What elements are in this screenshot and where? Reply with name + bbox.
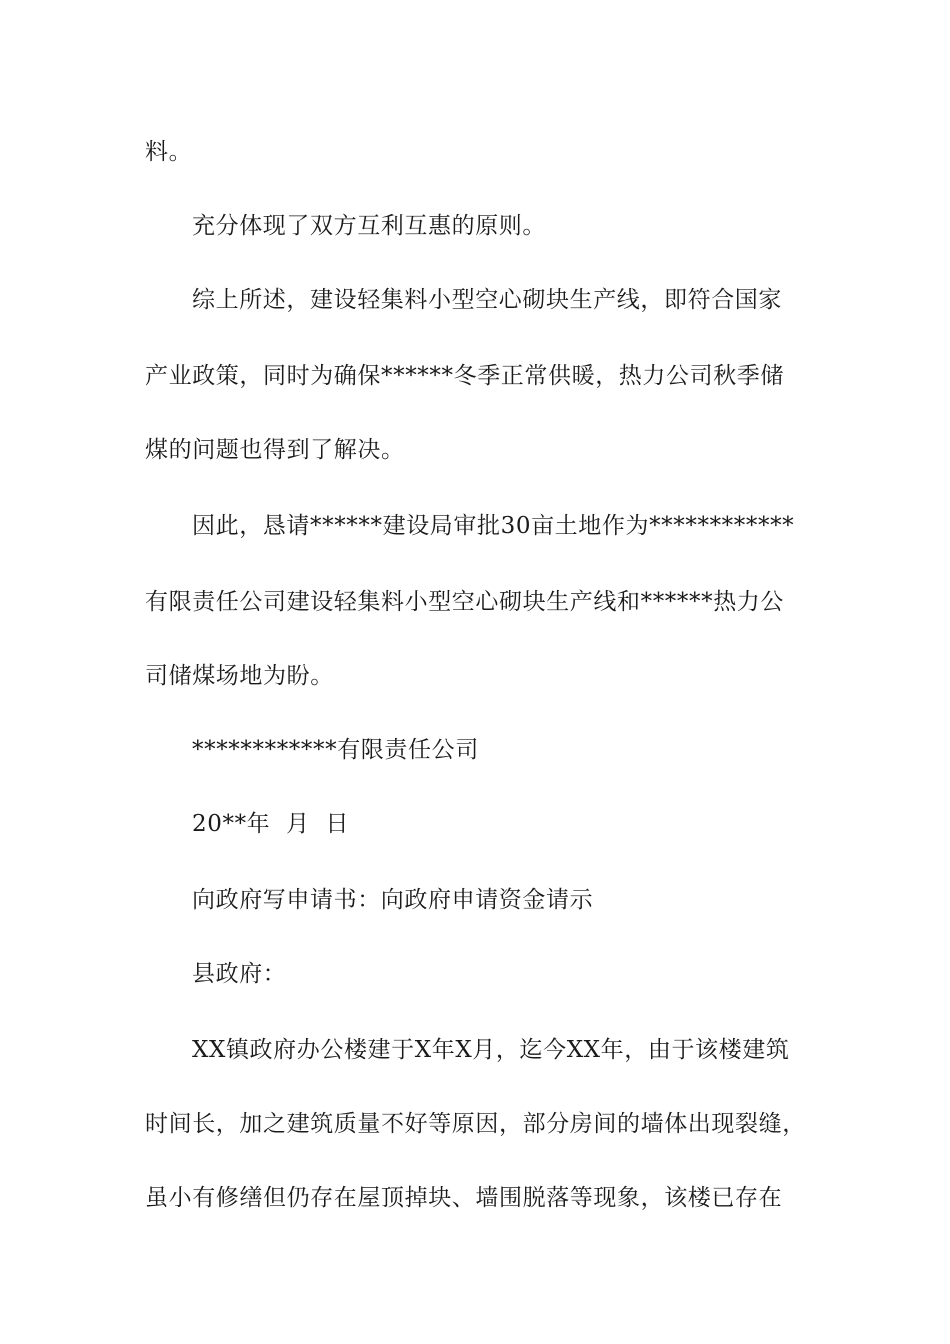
text-line: XX镇政府办公楼建于X年X月，迄今XX年，由于该楼建筑 xyxy=(192,1037,790,1063)
text-line: 因此，恳请******建设局审批30亩土地作为************ xyxy=(192,513,795,539)
signature-company: ************有限责任公司 xyxy=(192,737,479,763)
addressee: 县政府： xyxy=(192,961,287,987)
text-line: 充分体现了双方互利互惠的原则。 xyxy=(192,213,546,239)
text-line: 时间长，加之建筑质量不好等原因，部分房间的墙体出现裂缝， xyxy=(145,1111,806,1137)
signature-date: 20**年 月 日 xyxy=(192,811,350,837)
text-line: 综上所述，建设轻集料小型空心砌块生产线，即符合国家 xyxy=(192,287,782,313)
text-line: 产业政策，同时为确保******冬季正常供暖，热力公司秋季储 xyxy=(145,363,784,389)
text-line: 虽小有修缮但仍存在屋顶掉块、墙围脱落等现象，该楼已存在 xyxy=(145,1185,783,1211)
text-line: 有限责任公司建设轻集料小型空心砌块生产线和******热力公 xyxy=(145,589,784,615)
text-line: 煤的问题也得到了解决。 xyxy=(145,437,405,463)
text-line: 料。 xyxy=(145,139,193,165)
text-line: 司储煤场地为盼。 xyxy=(145,663,334,689)
section-title: 向政府写申请书：向政府申请资金请示 xyxy=(192,887,594,913)
